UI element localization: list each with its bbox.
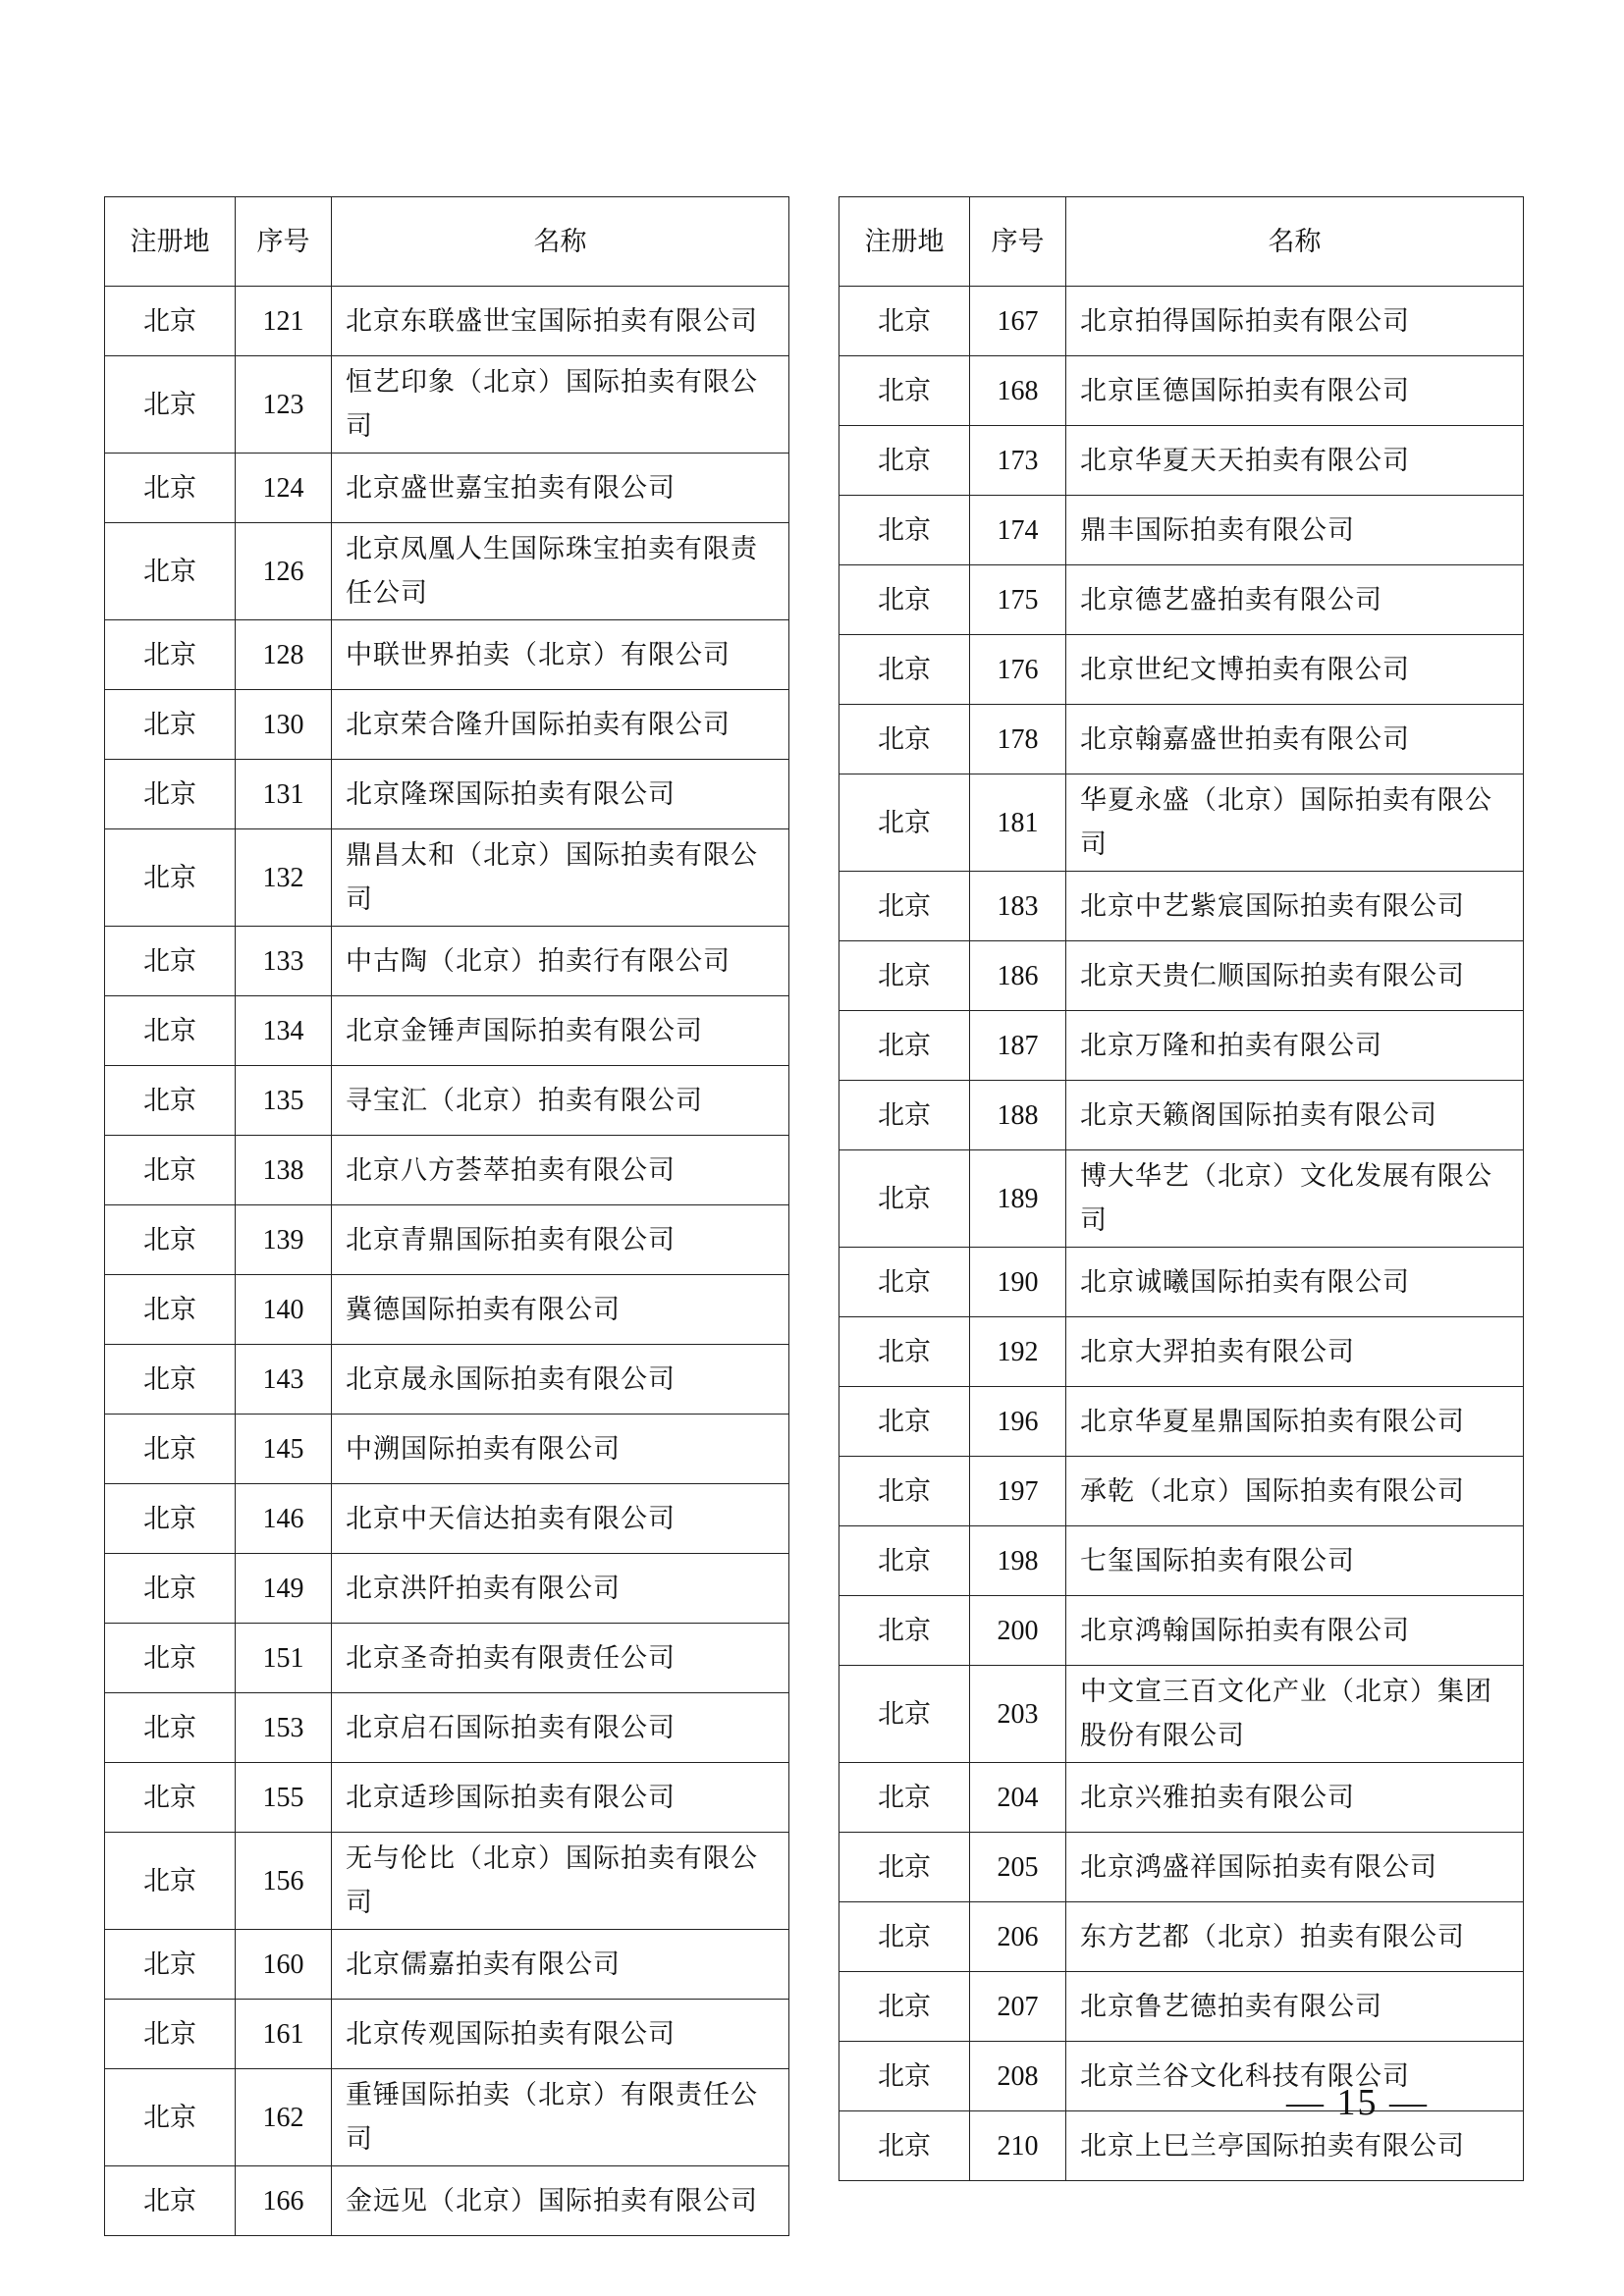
table-row xyxy=(839,287,1524,356)
registration-place-cell: 北京 xyxy=(105,927,236,996)
serial-number-cell: 187 xyxy=(970,1011,1066,1081)
company-name-cell: 博大华艺（北京）文化发展有限公司 xyxy=(1066,1150,1524,1248)
company-name-cell: 北京圣奇拍卖有限责任公司 xyxy=(332,1624,789,1693)
company-name-cell: 七玺国际拍卖有限公司 xyxy=(1066,1526,1524,1596)
company-name-cell: 重锤国际拍卖（北京）有限责任公司 xyxy=(332,2069,789,2166)
header-registration-place: 注册地 xyxy=(105,197,236,287)
serial-number-cell: 188 xyxy=(970,1081,1066,1150)
registration-place-cell: 北京 xyxy=(105,1624,236,1693)
table-header-row xyxy=(105,197,789,287)
registration-place-cell: 北京 xyxy=(105,1554,236,1624)
company-name-cell: 北京华夏星鼎国际拍卖有限公司 xyxy=(1066,1387,1524,1457)
table-row xyxy=(105,1066,789,1136)
company-name-cell: 中古陶（北京）拍卖行有限公司 xyxy=(332,927,789,996)
header-serial-number: 序号 xyxy=(970,197,1066,287)
table-row xyxy=(839,1666,1524,1763)
company-name-cell: 恒艺印象（北京）国际拍卖有限公司 xyxy=(332,356,789,454)
serial-number-cell: 155 xyxy=(236,1763,332,1833)
registration-place-cell: 北京 xyxy=(839,1902,970,1972)
company-name-cell: 鼎丰国际拍卖有限公司 xyxy=(1066,496,1524,565)
table-row xyxy=(105,1275,789,1345)
table-row xyxy=(839,1902,1524,1972)
serial-number-cell: 174 xyxy=(970,496,1066,565)
table-row xyxy=(105,523,789,620)
serial-number-cell: 192 xyxy=(970,1317,1066,1387)
registration-place-cell: 北京 xyxy=(839,1150,970,1248)
registration-place-cell: 北京 xyxy=(839,941,970,1011)
serial-number-cell: 189 xyxy=(970,1150,1066,1248)
company-name-cell: 北京适珍国际拍卖有限公司 xyxy=(332,1763,789,1833)
header-registration-place: 注册地 xyxy=(839,197,970,287)
header-company-name: 名称 xyxy=(1066,197,1524,287)
registration-place-cell: 北京 xyxy=(839,1763,970,1833)
serial-number-cell: 128 xyxy=(236,620,332,690)
table-row xyxy=(839,426,1524,496)
company-name-cell: 中溯国际拍卖有限公司 xyxy=(332,1415,789,1484)
serial-number-cell: 124 xyxy=(236,454,332,523)
registration-place-cell: 北京 xyxy=(105,1833,236,1930)
company-name-cell: 北京盛世嘉宝拍卖有限公司 xyxy=(332,454,789,523)
serial-number-cell: 206 xyxy=(970,1902,1066,1972)
registration-place-cell: 北京 xyxy=(105,2069,236,2166)
table-row xyxy=(105,1930,789,2000)
serial-number-cell: 132 xyxy=(236,829,332,927)
serial-number-cell: 130 xyxy=(236,690,332,760)
serial-number-cell: 207 xyxy=(970,1972,1066,2042)
serial-number-cell: 166 xyxy=(236,2166,332,2236)
serial-number-cell: 186 xyxy=(970,941,1066,1011)
table-row xyxy=(105,1554,789,1624)
serial-number-cell: 135 xyxy=(236,1066,332,1136)
company-name-cell: 冀德国际拍卖有限公司 xyxy=(332,1275,789,1345)
registration-place-cell: 北京 xyxy=(839,1081,970,1150)
registration-place-cell: 北京 xyxy=(105,2166,236,2236)
registration-place-cell: 北京 xyxy=(105,1763,236,1833)
company-name-cell: 中文宣三百文化产业（北京）集团股份有限公司 xyxy=(1066,1666,1524,1763)
company-name-cell: 北京荣合隆升国际拍卖有限公司 xyxy=(332,690,789,760)
table-row xyxy=(839,356,1524,426)
table-row xyxy=(839,565,1524,635)
table-row xyxy=(105,287,789,356)
company-name-cell: 中联世界拍卖（北京）有限公司 xyxy=(332,620,789,690)
company-name-cell: 北京天贵仁顺国际拍卖有限公司 xyxy=(1066,941,1524,1011)
company-name-cell: 北京华夏天天拍卖有限公司 xyxy=(1066,426,1524,496)
company-name-cell: 北京拍得国际拍卖有限公司 xyxy=(1066,287,1524,356)
registration-place-cell: 北京 xyxy=(105,523,236,620)
registration-place-cell: 北京 xyxy=(105,287,236,356)
company-name-cell: 北京万隆和拍卖有限公司 xyxy=(1066,1011,1524,1081)
company-name-cell: 北京晟永国际拍卖有限公司 xyxy=(332,1345,789,1415)
table-row xyxy=(839,705,1524,774)
serial-number-cell: 196 xyxy=(970,1387,1066,1457)
company-name-cell: 东方艺都（北京）拍卖有限公司 xyxy=(1066,1902,1524,1972)
registration-place-cell: 北京 xyxy=(105,1136,236,1205)
registry-table-left xyxy=(104,196,789,2236)
table-row xyxy=(105,1345,789,1415)
registration-place-cell: 北京 xyxy=(839,1011,970,1081)
company-name-cell: 北京德艺盛拍卖有限公司 xyxy=(1066,565,1524,635)
table-row xyxy=(839,872,1524,941)
page-number: — 15 — xyxy=(1286,2082,1429,2123)
company-name-cell: 北京天籁阁国际拍卖有限公司 xyxy=(1066,1081,1524,1150)
registration-place-cell: 北京 xyxy=(105,1415,236,1484)
company-name-cell: 北京大羿拍卖有限公司 xyxy=(1066,1317,1524,1387)
registration-place-cell: 北京 xyxy=(839,565,970,635)
registration-place-cell: 北京 xyxy=(839,1317,970,1387)
company-name-cell: 金远见（北京）国际拍卖有限公司 xyxy=(332,2166,789,2236)
serial-number-cell: 203 xyxy=(970,1666,1066,1763)
registration-place-cell: 北京 xyxy=(105,760,236,829)
company-name-cell: 北京八方荟萃拍卖有限公司 xyxy=(332,1136,789,1205)
table-row xyxy=(105,1484,789,1554)
company-name-cell: 寻宝汇（北京）拍卖有限公司 xyxy=(332,1066,789,1136)
company-name-cell: 北京诚曦国际拍卖有限公司 xyxy=(1066,1248,1524,1317)
registration-place-cell: 北京 xyxy=(105,356,236,454)
company-name-cell: 北京儒嘉拍卖有限公司 xyxy=(332,1930,789,2000)
company-name-cell: 北京东联盛世宝国际拍卖有限公司 xyxy=(332,287,789,356)
registration-place-cell: 北京 xyxy=(105,1275,236,1345)
company-name-cell: 北京世纪文博拍卖有限公司 xyxy=(1066,635,1524,705)
registration-place-cell: 北京 xyxy=(105,1345,236,1415)
serial-number-cell: 131 xyxy=(236,760,332,829)
company-name-cell: 北京中天信达拍卖有限公司 xyxy=(332,1484,789,1554)
table-row xyxy=(839,1387,1524,1457)
serial-number-cell: 139 xyxy=(236,1205,332,1275)
registration-place-cell: 北京 xyxy=(105,454,236,523)
serial-number-cell: 210 xyxy=(970,2111,1066,2181)
serial-number-cell: 156 xyxy=(236,1833,332,1930)
table-row xyxy=(105,829,789,927)
table-row xyxy=(105,2000,789,2069)
serial-number-cell: 162 xyxy=(236,2069,332,2166)
serial-number-cell: 140 xyxy=(236,1275,332,1345)
serial-number-cell: 167 xyxy=(970,287,1066,356)
serial-number-cell: 183 xyxy=(970,872,1066,941)
table-row xyxy=(839,941,1524,1011)
registration-place-cell: 北京 xyxy=(105,690,236,760)
company-name-cell: 北京鲁艺德拍卖有限公司 xyxy=(1066,1972,1524,2042)
serial-number-cell: 161 xyxy=(236,2000,332,2069)
serial-number-cell: 204 xyxy=(970,1763,1066,1833)
company-name-cell: 北京金锤声国际拍卖有限公司 xyxy=(332,996,789,1066)
company-name-cell: 北京启石国际拍卖有限公司 xyxy=(332,1693,789,1763)
serial-number-cell: 178 xyxy=(970,705,1066,774)
serial-number-cell: 176 xyxy=(970,635,1066,705)
registration-place-cell: 北京 xyxy=(839,774,970,872)
registration-place-cell: 北京 xyxy=(839,356,970,426)
registration-place-cell: 北京 xyxy=(839,2042,970,2111)
registration-place-cell: 北京 xyxy=(105,829,236,927)
table-row xyxy=(839,1763,1524,1833)
company-name-cell: 鼎昌太和（北京）国际拍卖有限公司 xyxy=(332,829,789,927)
serial-number-cell: 133 xyxy=(236,927,332,996)
registration-place-cell: 北京 xyxy=(105,996,236,1066)
registration-place-cell: 北京 xyxy=(839,1666,970,1763)
serial-number-cell: 205 xyxy=(970,1833,1066,1902)
serial-number-cell: 149 xyxy=(236,1554,332,1624)
table-row xyxy=(105,690,789,760)
registration-place-cell: 北京 xyxy=(105,1205,236,1275)
registration-place-cell: 北京 xyxy=(105,1693,236,1763)
table-row xyxy=(839,635,1524,705)
registration-place-cell: 北京 xyxy=(105,620,236,690)
registration-place-cell: 北京 xyxy=(105,1066,236,1136)
company-name-cell: 北京隆琛国际拍卖有限公司 xyxy=(332,760,789,829)
table-row xyxy=(105,1136,789,1205)
serial-number-cell: 143 xyxy=(236,1345,332,1415)
table-row xyxy=(839,1972,1524,2042)
registration-place-cell: 北京 xyxy=(839,872,970,941)
table-row xyxy=(839,1081,1524,1150)
registration-place-cell: 北京 xyxy=(839,496,970,565)
table-row xyxy=(105,1205,789,1275)
registration-place-cell: 北京 xyxy=(105,2000,236,2069)
table-row xyxy=(105,2069,789,2166)
serial-number-cell: 168 xyxy=(970,356,1066,426)
table-row xyxy=(839,1457,1524,1526)
table-row xyxy=(839,1011,1524,1081)
table-row xyxy=(105,1415,789,1484)
table-row xyxy=(839,496,1524,565)
registration-place-cell: 北京 xyxy=(839,1387,970,1457)
header-company-name: 名称 xyxy=(332,197,789,287)
serial-number-cell: 134 xyxy=(236,996,332,1066)
serial-number-cell: 198 xyxy=(970,1526,1066,1596)
serial-number-cell: 197 xyxy=(970,1457,1066,1526)
company-name-cell: 北京鸿翰国际拍卖有限公司 xyxy=(1066,1596,1524,1666)
company-name-cell: 北京翰嘉盛世拍卖有限公司 xyxy=(1066,705,1524,774)
table-row xyxy=(105,2166,789,2236)
serial-number-cell: 200 xyxy=(970,1596,1066,1666)
registration-place-cell: 北京 xyxy=(839,1526,970,1596)
registration-place-cell: 北京 xyxy=(839,1457,970,1526)
registry-table-right xyxy=(839,196,1524,2181)
registration-place-cell: 北京 xyxy=(839,2111,970,2181)
header-serial-number: 序号 xyxy=(236,197,332,287)
serial-number-cell: 145 xyxy=(236,1415,332,1484)
serial-number-cell: 126 xyxy=(236,523,332,620)
registration-place-cell: 北京 xyxy=(839,1596,970,1666)
serial-number-cell: 175 xyxy=(970,565,1066,635)
serial-number-cell: 173 xyxy=(970,426,1066,496)
table-row xyxy=(105,996,789,1066)
company-name-cell: 承乾（北京）国际拍卖有限公司 xyxy=(1066,1457,1524,1526)
company-name-cell: 北京鸿盛祥国际拍卖有限公司 xyxy=(1066,1833,1524,1902)
serial-number-cell: 138 xyxy=(236,1136,332,1205)
table-row xyxy=(105,356,789,454)
table-row xyxy=(839,774,1524,872)
table-row xyxy=(839,1248,1524,1317)
serial-number-cell: 190 xyxy=(970,1248,1066,1317)
serial-number-cell: 208 xyxy=(970,2042,1066,2111)
table-row xyxy=(839,1317,1524,1387)
company-name-cell: 华夏永盛（北京）国际拍卖有限公司 xyxy=(1066,774,1524,872)
table-row xyxy=(839,1150,1524,1248)
registration-place-cell: 北京 xyxy=(105,1484,236,1554)
company-name-cell: 无与伦比（北京）国际拍卖有限公司 xyxy=(332,1833,789,1930)
serial-number-cell: 160 xyxy=(236,1930,332,2000)
company-name-cell: 北京兰谷文化科技有限公司 xyxy=(1066,2042,1524,2111)
company-name-cell: 北京上巳兰亭国际拍卖有限公司 xyxy=(1066,2111,1524,2181)
table-row xyxy=(105,454,789,523)
company-name-cell: 北京洪阡拍卖有限公司 xyxy=(332,1554,789,1624)
table-row xyxy=(105,927,789,996)
table-row xyxy=(105,1763,789,1833)
registration-place-cell: 北京 xyxy=(839,1972,970,2042)
registration-place-cell: 北京 xyxy=(839,705,970,774)
company-name-cell: 北京兴雅拍卖有限公司 xyxy=(1066,1763,1524,1833)
table-row xyxy=(105,1693,789,1763)
registration-place-cell: 北京 xyxy=(839,1248,970,1317)
table-row xyxy=(839,1833,1524,1902)
company-name-cell: 北京传观国际拍卖有限公司 xyxy=(332,2000,789,2069)
table-header-row xyxy=(839,197,1524,287)
registration-place-cell: 北京 xyxy=(105,1930,236,2000)
serial-number-cell: 121 xyxy=(236,287,332,356)
serial-number-cell: 151 xyxy=(236,1624,332,1693)
table-row xyxy=(105,620,789,690)
serial-number-cell: 146 xyxy=(236,1484,332,1554)
registration-place-cell: 北京 xyxy=(839,287,970,356)
serial-number-cell: 153 xyxy=(236,1693,332,1763)
registration-place-cell: 北京 xyxy=(839,426,970,496)
company-name-cell: 北京青鼎国际拍卖有限公司 xyxy=(332,1205,789,1275)
table-row xyxy=(105,760,789,829)
registration-place-cell: 北京 xyxy=(839,635,970,705)
company-name-cell: 北京中艺紫宸国际拍卖有限公司 xyxy=(1066,872,1524,941)
table-row xyxy=(839,1596,1524,1666)
company-name-cell: 北京凤凰人生国际珠宝拍卖有限责任公司 xyxy=(332,523,789,620)
serial-number-cell: 123 xyxy=(236,356,332,454)
table-row xyxy=(105,1833,789,1930)
registration-place-cell: 北京 xyxy=(839,1833,970,1902)
table-row xyxy=(839,1526,1524,1596)
company-name-cell: 北京匡德国际拍卖有限公司 xyxy=(1066,356,1524,426)
serial-number-cell: 181 xyxy=(970,774,1066,872)
table-row xyxy=(105,1624,789,1693)
